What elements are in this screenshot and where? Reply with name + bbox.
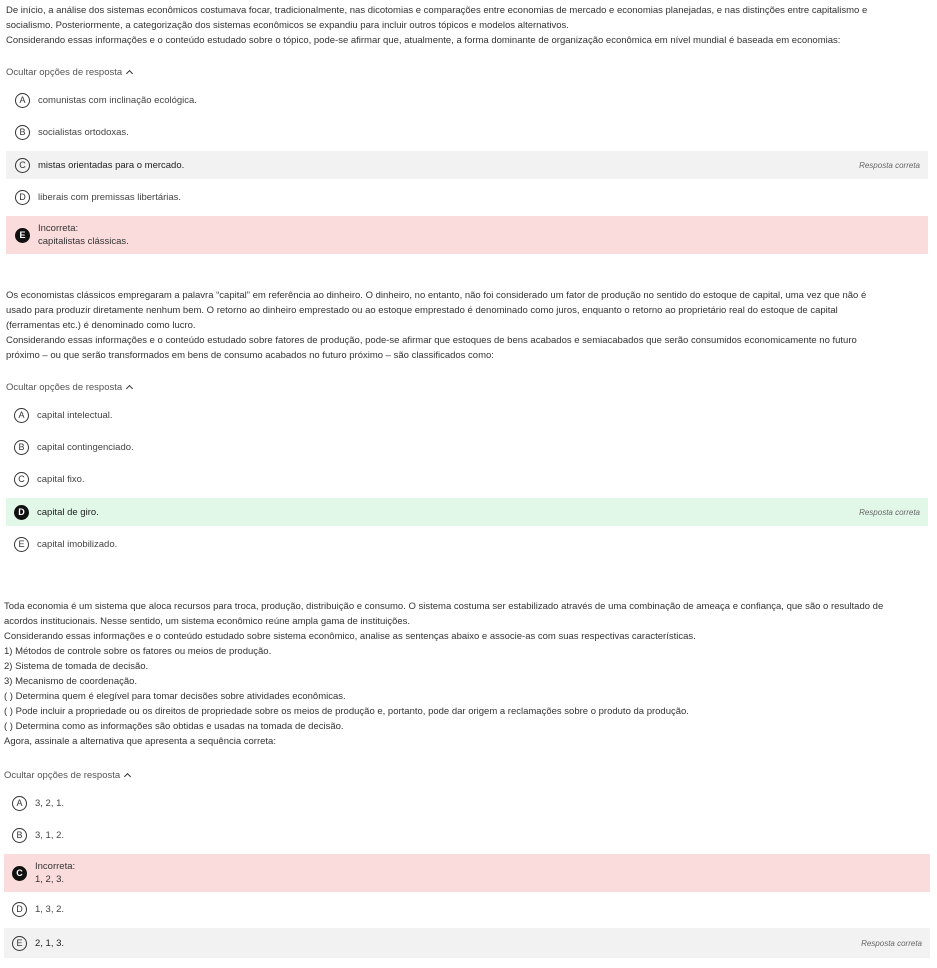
option-feedback: [38, 222, 129, 248]
option-text: capital de giro.: [37, 506, 99, 518]
option-e[interactable]: [6, 216, 928, 254]
question-paragraph: próximo – ou que serão transformados em bens de consumo acabados no futuro próximo – são classificados como:: [6, 350, 494, 361]
correct-answer-label: Resposta correta: [861, 938, 922, 948]
question-paragraph: Agora, assinale a alternativa que apresenta a sequência correta:: [4, 736, 276, 747]
question-paragraph: socialismo. Posteriormente, a categorização dos sistemas econômicos se expandiu para incluir outros tópicos e modelos alternativos.: [6, 20, 569, 31]
option-e[interactable]: [6, 531, 928, 557]
question-paragraph: Os economistas clássicos empregaram a palavra “capital” em referência ao dinheiro. O dinheiro, no entanto, não foi considerado um fator de produção no sentido do estoque de capital, uma vez que não é: [6, 290, 867, 301]
option-text: capital fixo.: [37, 473, 85, 485]
option-text: mistas orientadas para o mercado.: [38, 159, 185, 171]
question-paragraph: 2) Sistema de tomada de decisão.: [4, 661, 149, 672]
question-paragraph: ( ) Determina como as informações são obtidas e usadas na tomada de decisão.: [4, 721, 344, 732]
chevron-up-icon: [126, 385, 133, 392]
question-paragraph: usado para produzir diretamente nenhum bem. O retorno ao dinheiro emprestado ou ao estoque emprestado é denominado como juros, enquanto o retorno ao proprietário real do estoque de capital: [6, 305, 838, 316]
question-text: [0, 3, 873, 48]
option-feedback: [35, 860, 75, 886]
toggle-label: Ocultar opções de resposta: [6, 382, 123, 393]
option-b[interactable]: [6, 434, 928, 460]
option-letter: A: [12, 796, 27, 811]
question-paragraph: ( ) Pode incluir a propriedade ou os direitos de propriedade sobre os meios de produção e, portanto, pode dar origem a reclamações sobre o produto da produção.: [4, 706, 689, 717]
question-paragraph: 3) Mecanismo de coordenação.: [4, 676, 138, 687]
correct-answer-label: Resposta correta: [859, 507, 920, 517]
toggle-label: Ocultar opções de resposta: [6, 67, 123, 78]
option-letter: C: [15, 158, 30, 173]
option-a[interactable]: [6, 402, 928, 428]
hide-options-toggle[interactable]: [6, 67, 132, 78]
question-paragraph: Considerando essas informações e o conteúdo estudado sobre sistema econômico, analise as sentenças abaixo e associe-as com suas respectivas características.: [4, 631, 696, 642]
chevron-up-icon: [126, 70, 133, 77]
hide-options-toggle[interactable]: [4, 770, 130, 781]
toggle-label: Ocultar opções de resposta: [4, 770, 121, 781]
option-letter: B: [15, 125, 30, 140]
option-text: liberais com premissas libertárias.: [38, 191, 182, 203]
option-letter: C: [12, 866, 27, 881]
option-letter: E: [15, 228, 30, 243]
option-b[interactable]: [4, 822, 930, 848]
option-c[interactable]: [6, 151, 928, 179]
option-text: socialistas ortodoxas.: [38, 126, 129, 138]
question-paragraph: Toda economia é um sistema que aloca recursos para troca, produção, distribuição e consumo. O sistema costuma ser estabilizado através de uma combinação de ameaça e confiança, que são o resultado de: [4, 601, 884, 612]
question-paragraph: De início, a análise dos sistemas econômicos costumava focar, tradicionalmente, nas dicotomias e comparações entre economias de mercado e economias planejadas, e nas distinções entre capitalismo e: [6, 5, 868, 16]
option-c[interactable]: [6, 466, 928, 492]
option-e[interactable]: [4, 928, 930, 958]
option-letter: D: [14, 505, 29, 520]
option-letter: B: [12, 828, 27, 843]
option-letter: A: [14, 408, 29, 423]
question-text: [0, 599, 889, 749]
hide-options-toggle[interactable]: [6, 382, 132, 393]
question-paragraph: 1) Métodos de controle sobre os fatores ou meios de produção.: [4, 646, 272, 657]
option-c[interactable]: [4, 854, 930, 892]
option-text: capital intelectual.: [37, 409, 113, 421]
option-a[interactable]: [6, 87, 928, 113]
incorrect-label: Incorreta:: [38, 223, 79, 234]
option-d[interactable]: [4, 896, 930, 922]
option-letter: C: [14, 472, 29, 487]
option-letter: B: [14, 440, 29, 455]
chevron-up-icon: [124, 773, 131, 780]
option-text: capital contingenciado.: [37, 441, 134, 453]
incorrect-label: Incorreta:: [35, 861, 76, 872]
option-letter: E: [14, 537, 29, 552]
option-text: capital imobilizado.: [37, 538, 118, 550]
option-text: 3, 1, 2.: [35, 829, 65, 841]
question-paragraph: Considerando essas informações e o conteúdo estudado sobre o tópico, pode-se afirmar que, atualmente, a forma dominante de organização econômica em nível mundial é baseada em economias:: [6, 35, 841, 46]
option-d[interactable]: [6, 184, 928, 210]
option-text: 3, 2, 1.: [35, 797, 65, 809]
option-letter: D: [15, 190, 30, 205]
option-letter: A: [15, 93, 30, 108]
option-text: comunistas com inclinação ecológica.: [38, 94, 197, 106]
question-paragraph: ( ) Determina quem é elegível para tomar decisões sobre atividades econômicas.: [4, 691, 346, 702]
question-paragraph: (ferramentas etc.) é denominado como lucro.: [6, 320, 196, 331]
option-text: capitalistas clássicas.: [38, 236, 129, 247]
option-text: 1, 2, 3.: [35, 874, 65, 885]
question-paragraph: Considerando essas informações e o conteúdo estudado sobre fatores de produção, pode-se afirmar que estoques de bens acabados e semiacabados que serão consumidos economicamente no futuro: [6, 335, 857, 346]
option-letter: D: [12, 902, 27, 917]
option-a[interactable]: [4, 790, 930, 816]
option-text: 1, 3, 2.: [35, 903, 65, 915]
option-b[interactable]: [6, 119, 928, 145]
option-letter: E: [12, 936, 27, 951]
question-paragraph: acordos institucionais. Nesse sentido, um sistema econômico reúne ampla gama de instituições.: [4, 616, 411, 627]
correct-answer-label: Resposta correta: [859, 160, 920, 170]
question-text: [0, 288, 872, 363]
option-d[interactable]: [6, 498, 928, 526]
option-text: 2, 1, 3.: [35, 937, 65, 949]
